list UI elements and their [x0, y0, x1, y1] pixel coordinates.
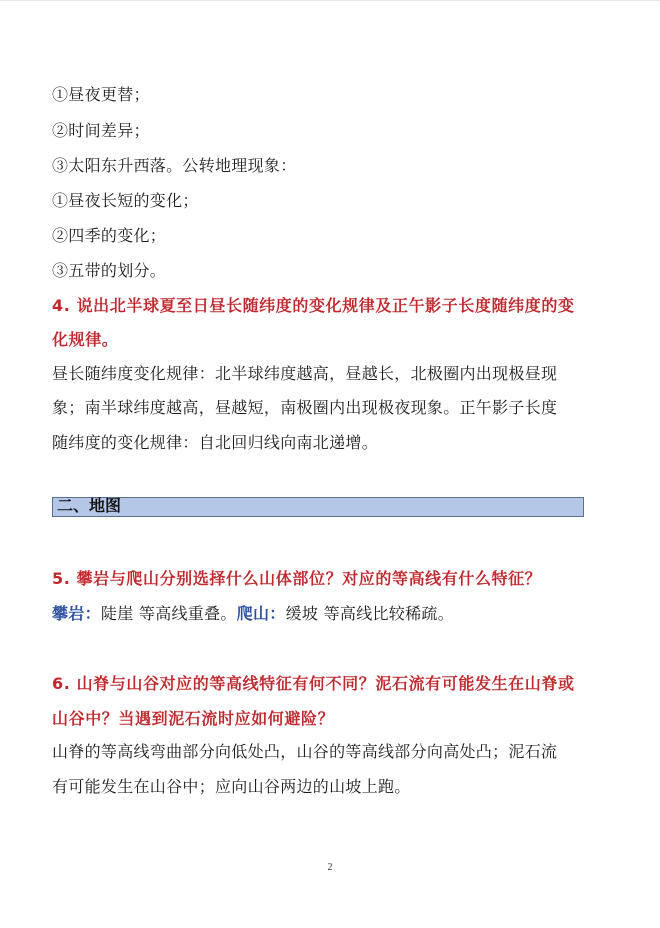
page-number: 2: [327, 862, 333, 873]
revolution-item-3: ③五带的划分。: [52, 261, 167, 280]
question-4-line-1: 4. 说出北半球夏至日昼长随纬度的变化规律及正午影子长度随纬度的变: [52, 296, 575, 315]
answer-5-label-b: 爬山：: [236, 604, 286, 623]
revolution-item-2: ②四季的变化；: [52, 226, 167, 245]
rotation-item-3: ③太阳东升西落。公转地理现象：: [52, 156, 297, 175]
answer-4-line-1: 昼长随纬度变化规律：北半球纬度越高，昼越长，北极圈内出现极昼现: [52, 364, 558, 383]
answer-6-line-2: 有可能发生在山谷中；应向山谷两边的山坡上跑。: [52, 777, 411, 796]
answer-5-text-b: 缓坡 等高线比较稀疏。: [285, 604, 454, 623]
answer-6-line-1: 山脊的等高线弯曲部分向低处凸，山谷的等高线部分向高处凸；泥石流: [52, 742, 558, 761]
answer-5: [52, 603, 454, 625]
answer-4-line-3: 随纬度的变化规律：自北回归线向南北递增。: [52, 433, 379, 452]
rotation-item-2: ②时间差异；: [52, 121, 150, 140]
answer-4-line-2: 象；南半球纬度越高，昼越短，南极圈内出现极夜现象。正午影子长度: [52, 398, 558, 417]
answer-5-text-a: 陡崖 等高线重叠。: [100, 604, 237, 623]
question-5: 5. 攀岩与爬山分别选择什么山体部位？对应的等高线有什么特征？: [52, 569, 542, 588]
question-4-line-2: 化规律。: [52, 330, 119, 349]
answer-5-label-a: 攀岩：: [52, 604, 101, 623]
section-heading-bar: [52, 497, 584, 517]
question-6-line-1: 6. 山脊与山谷对应的等高线特征有何不同？泥石流有可能发生在山脊或: [52, 674, 575, 693]
rotation-item-1: ①昼夜更替；: [52, 85, 150, 104]
question-6-line-2: 山谷中？当遇到泥石流时应如何避险？: [52, 709, 335, 728]
section-title: 二、地图: [57, 496, 122, 515]
revolution-item-1: ①昼夜长短的变化；: [52, 191, 199, 210]
